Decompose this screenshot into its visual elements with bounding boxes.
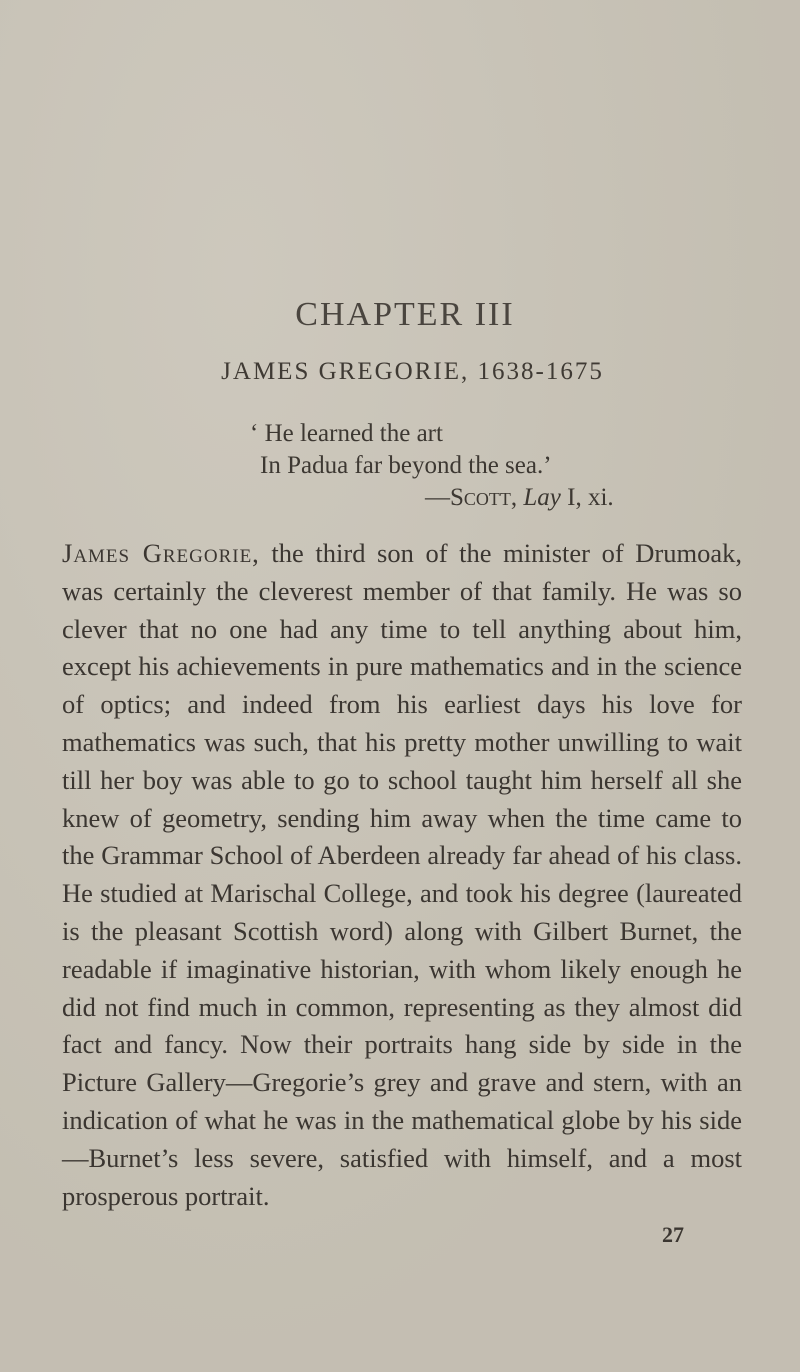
body-text: the third son of the minister of Drumoak, was certainly the cleverest member of that family. He was so clever that no one had any time to tell anything about him, except his achievements in pure mathematics and in the science of optics; and indeed from his earliest days his love for mathematics was such, that his pretty mother unwilling to wait till her boy was able to go to school taught him herself all she knew of geometry, sending him away when the time came to the Grammar School of Aberdeen already far ahead of his class. He studied at Marischal College, and took his degree (laureated is the pleasant Scottish word) along with Gilbert Burnet, the readable if imaginative historian, with whom likely enough he did not find much in common, representing as they almost did fact and fancy. Now their portraits hang side by side in the Picture Gallery—Gregorie’s grey and grave and stern, with an indication of what he was in the mathematical globe by his side—Burnet’s less severe, satisfied with himself, and a most prosperous portrait. xyxy=(62,538,742,1211)
chapter-title: CHAPTER III xyxy=(295,296,515,333)
epigraph-line-1: ‘ He learned the art xyxy=(250,420,443,447)
attribution-work: Lay xyxy=(523,484,561,511)
epigraph-attribution xyxy=(250,482,730,514)
epigraph xyxy=(250,418,730,514)
body-lead-in: James Gregorie, xyxy=(62,538,260,568)
body-paragraph xyxy=(62,535,742,1215)
attribution-author: Scott, xyxy=(450,484,518,511)
attribution-dash: — xyxy=(425,484,450,511)
attribution-ref: I, xi. xyxy=(567,484,614,511)
epigraph-line-2: In Padua far beyond the sea.’ xyxy=(260,452,552,479)
page-number: 27 xyxy=(662,1222,684,1247)
chapter-subtitle: JAMES GREGORIE, 1638-1675 xyxy=(221,358,604,385)
